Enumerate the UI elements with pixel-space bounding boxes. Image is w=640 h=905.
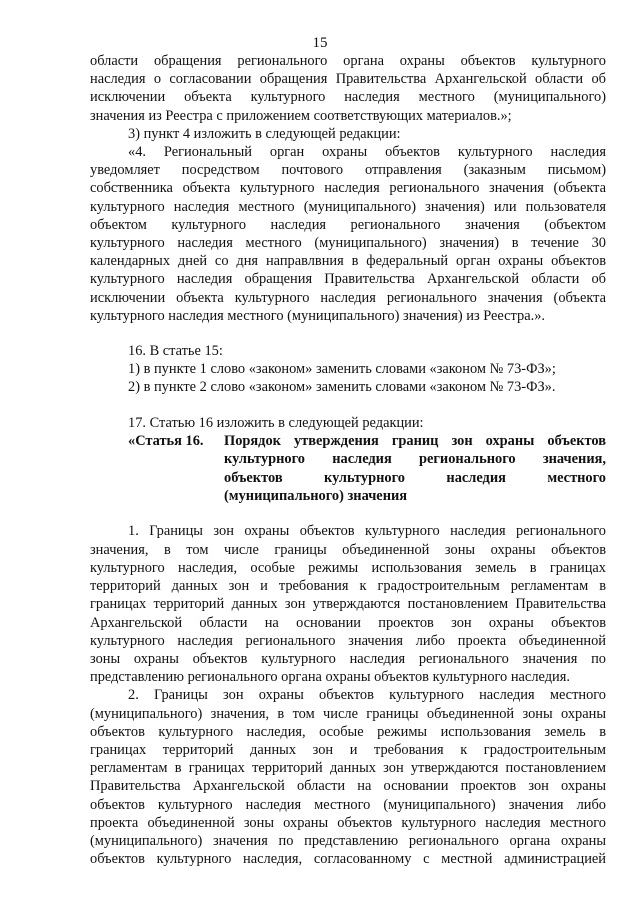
text-line: области обращения регионального органа охраны объектов культурного	[90, 53, 606, 69]
quoted-point-4	[90, 143, 606, 325]
item-17-heading: 17. Статью 16 изложить в следующей редакции:	[128, 414, 424, 431]
text-line: значения, в том числе границы объединенной зоны охраны объектов	[90, 541, 606, 558]
text-line: собственника объекта культурного наследия регионального значения (объекта	[90, 180, 606, 197]
article-title	[224, 432, 606, 506]
text-line: территорий данных зон и требования к градостроительным регламентам в	[90, 578, 606, 595]
text-line: зоны охраны объектов культурного наследия регионального значения по	[90, 650, 606, 667]
title-line: Порядок утверждения границ зон охраны объектов	[224, 432, 606, 449]
intro-paragraph	[90, 52, 606, 125]
text-line: календарных дней со дня направлвния в федеральный орган охраны объектов	[90, 253, 606, 270]
text-line: исключении объекта культурного наследия регионального значения (объекта	[90, 289, 606, 306]
page-number: 15	[312, 35, 328, 51]
text-line: границах территорий данных зон и требования к градостроительным	[90, 741, 606, 758]
article-label: «Статья 16.	[128, 432, 204, 449]
text-line: объектом культурного наследия регионального значения (объектом	[90, 216, 606, 233]
text-line: Правительства Архангельской области на основании проектов зон охраны	[90, 778, 606, 795]
item-16-point-1: 1) в пункте 1 слово «законом» заменить словами «законом № 73-ФЗ»;	[128, 361, 556, 378]
spacer	[90, 505, 606, 522]
text-line: культурного наследия местного (муниципального) значения) или пользователя	[90, 198, 606, 215]
text-line: границах территорий данных зон утверждаются постановлением Правительства	[90, 596, 606, 613]
text-line: регламентам в границах территорий данных зон утверждаются постановлением	[90, 760, 606, 777]
title-line: (муниципального) значения	[224, 488, 408, 505]
text-line: Архангельской области на основании проектов зон охраны объектов	[90, 614, 606, 631]
text-line: 1. Границы зон охраны объектов культурного наследия регионального	[128, 523, 606, 540]
item-3: 3) пункт 4 изложить в следующей редакции:	[128, 125, 401, 142]
title-line: культурного наследия регионального значения,	[224, 451, 606, 468]
text-line: (муниципального) значения по представлению регионального органа охраны	[90, 832, 606, 849]
text-line: объектов культурного наследия местного (муниципального) значения либо	[90, 796, 606, 813]
text-line: значения из Реестра с приложением соответствующих материалов.»;	[90, 107, 512, 124]
article-16-heading	[128, 432, 606, 506]
text-line: культурного наследия местного (муниципального) значения) в течение 30	[90, 235, 606, 252]
text-line: культурного наследия обращения Правительства Архангельской области об	[90, 271, 606, 288]
text-line: объектов культурного наследия, особые режимы использования земель в	[90, 723, 606, 740]
item-16-heading: 16. В статье 15:	[128, 343, 223, 360]
title-line: объектов культурного наследия местного	[224, 469, 606, 486]
text-line: «4. Региональный орган охраны объектов культурного наследия	[128, 144, 606, 161]
text-line: объектов культурного наследия, согласованному с местной администрацией	[90, 851, 606, 868]
text-line: 2. Границы зон охраны объектов культурного наследия местного	[128, 687, 606, 704]
text-line: культурного наследия, особые режимы использования земель в границах	[90, 559, 606, 576]
article-16-paragraph-2	[90, 686, 606, 868]
article-16-paragraph-1	[90, 522, 606, 686]
text-line: представлению регионального органа охраны объектов культурного наследия.	[90, 669, 570, 686]
spacer	[90, 325, 606, 342]
spacer	[90, 397, 606, 414]
text-line: культурного наследия регионального значения либо проекта объединенной	[90, 632, 606, 649]
text-line: проекта объединенной зоны охраны объектов культурного наследия местного	[90, 814, 606, 831]
text-line: уведомляет посредством почтового отправления (заказным письмом)	[90, 162, 606, 179]
text-line: культурного наследия местного (муниципального) значения) из Реестра.».	[90, 307, 545, 324]
document-body	[90, 52, 606, 868]
text-line: наследия о согласовании обращения Правительства Архангельской области об	[90, 71, 606, 88]
text-line: исключении объекта культурного наследия местного (муниципального)	[90, 89, 606, 106]
text-line: (муниципального) значения, в том числе границы объединенной зоны охраны	[90, 705, 606, 722]
item-16-point-2: 2) в пункте 2 слово «законом» заменить словами «законом № 73-ФЗ».	[128, 379, 556, 396]
